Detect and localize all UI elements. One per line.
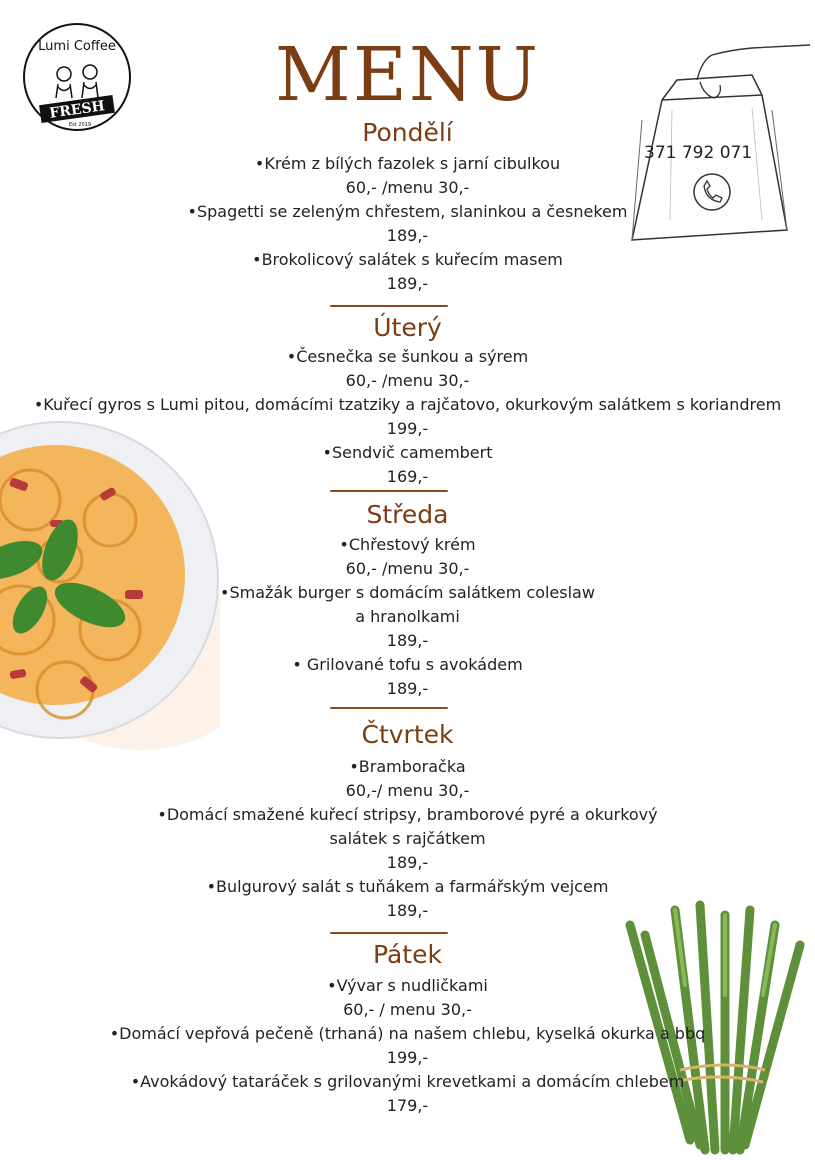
menu-title: MENU: [275, 32, 540, 118]
price-line: 169,-: [386, 467, 429, 486]
section-divider: [330, 490, 448, 492]
day-heading: Středa: [366, 500, 449, 529]
svg-text:Lumi Coffee: Lumi Coffee: [38, 39, 116, 54]
dish-line: •Domácí smažené kuřecí stripsy, bramborové pyré a okurkový: [157, 805, 658, 824]
dish-line: •Kuřecí gyros s Lumi pitou, domácími tzatziky a rajčatovo, okurkovým salátkem s koriandrem: [33, 395, 782, 414]
section-divider: [330, 932, 448, 934]
price-line: 189,-: [386, 274, 429, 293]
dish-line: •Krém z bílých fazolek s jarní cibulkou: [254, 154, 561, 173]
dish-line: •Domácí vepřová pečeně (trhaná) na našem chlebu, kyselká okurka a bbq: [109, 1024, 706, 1043]
price-line: 189,-: [386, 226, 429, 245]
phone-number[interactable]: 371 792 071: [644, 143, 753, 163]
dish-line: •Bramboračka: [349, 757, 466, 776]
section-divider: [330, 305, 448, 307]
day-heading: Úterý: [373, 313, 442, 342]
dish-line: •Bulgurový salát s tuňákem a farmářským vejcem: [206, 877, 609, 896]
dish-line: •Sendvič camembert: [322, 443, 493, 462]
dish-line: •Smažák burger s domácím salátkem coleslaw: [220, 583, 595, 602]
dish-line: a hranolkami: [355, 607, 460, 626]
price-line: 60,- /menu 30,-: [345, 371, 470, 390]
price-line: 60,- / menu 30,-: [343, 1000, 472, 1019]
dish-line: salátek s rajčátkem: [329, 829, 486, 848]
price-line: 199,-: [386, 1048, 429, 1067]
svg-text:FRESH: FRESH: [48, 98, 106, 122]
price-line: 179,-: [386, 1096, 429, 1115]
day-heading: Čtvrtek: [361, 720, 454, 749]
day-heading: Pátek: [373, 940, 442, 969]
price-line: 60,-/ menu 30,-: [345, 781, 470, 800]
dish-line: •Spagetti se zeleným chřestem, slaninkou a česnekem: [187, 202, 628, 221]
dish-line: •Česnečka se šunkou a sýrem: [286, 347, 529, 366]
dish-line: •Chřestový krém: [339, 535, 476, 554]
price-line: 189,-: [386, 679, 429, 698]
day-heading: Pondělí: [362, 118, 453, 147]
price-line: 189,-: [386, 901, 429, 920]
dish-line: •Avokádový tataráček s grilovanými krevetkami a domácím chlebem: [130, 1072, 685, 1091]
price-line: 199,-: [386, 419, 429, 438]
price-line: 189,-: [386, 853, 429, 872]
dish-line: •Brokolicový salátek s kuřecím masem: [252, 250, 563, 269]
section-divider: [330, 707, 448, 709]
price-line: 60,- /menu 30,-: [345, 178, 470, 197]
price-line: 189,-: [386, 631, 429, 650]
svg-text:Est 2019: Est 2019: [68, 122, 92, 128]
dish-line: • Grilované tofu s avokádem: [292, 655, 523, 674]
dish-line: •Vývar s nudličkami: [327, 976, 488, 995]
price-line: 60,- /menu 30,-: [345, 559, 470, 578]
